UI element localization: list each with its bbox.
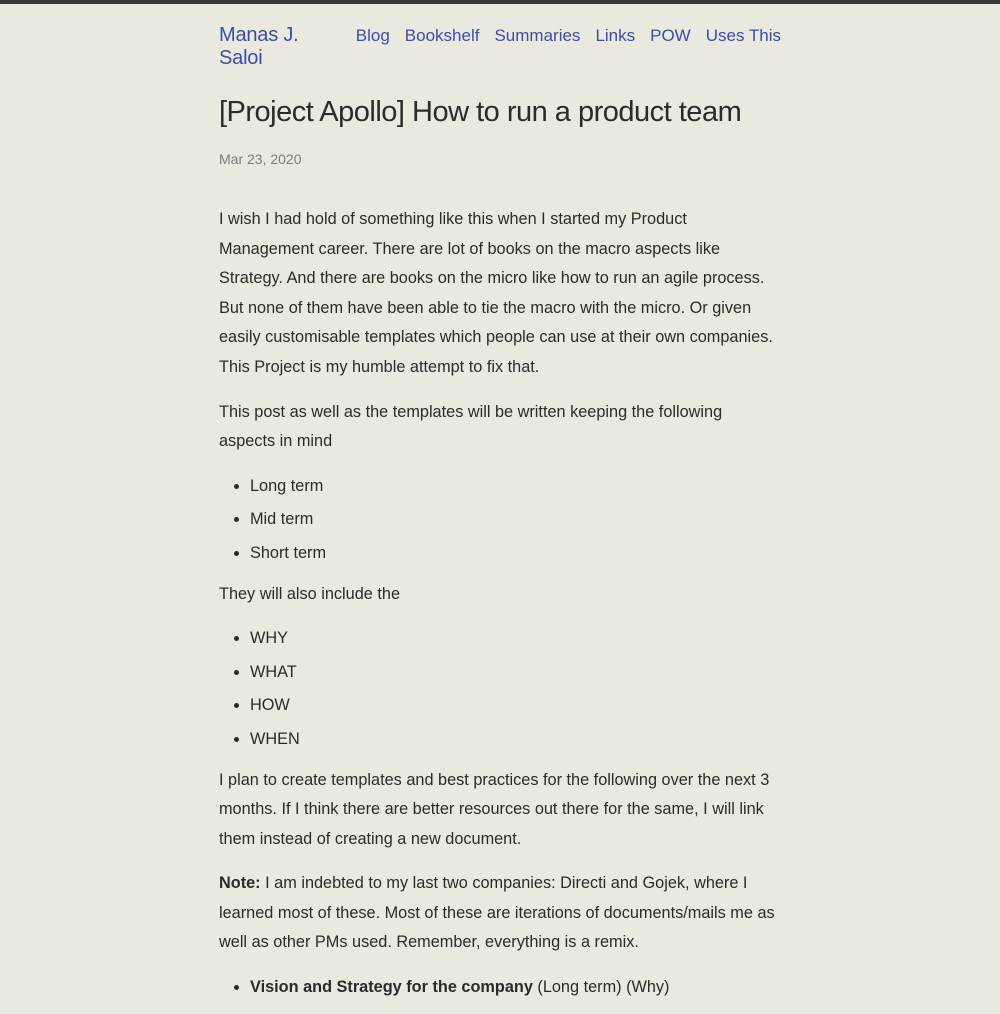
list-item: • Long term — [250, 472, 781, 502]
note-paragraph — [219, 869, 781, 958]
nav-link-uses-this[interactable]: Uses This — [705, 26, 781, 45]
include-paragraph: They will also include the — [219, 584, 400, 603]
nav-link-bookshelf[interactable]: Bookshelf — [404, 26, 480, 45]
list-item — [250, 973, 781, 1003]
nav-link-blog[interactable]: Blog — [355, 26, 390, 45]
questions-list — [219, 624, 781, 754]
templates-list — [219, 973, 781, 1003]
post-date: Mar 23, 2020 — [219, 151, 302, 167]
nav-link-pow[interactable]: POW — [650, 26, 691, 45]
aspects-paragraph: This post as well as the templates will be written keeping the following aspects in mind — [219, 402, 723, 451]
main-nav — [356, 26, 781, 46]
note-text: I am indebted to my last two companies: Directi and Gojek, where I learned most of these. Most of these are iterations of documents/mails me as well as other PMs used. Remember, everything is a remix. — [219, 874, 775, 952]
top-border — [0, 0, 1000, 4]
site-title-link[interactable]: Manas J. Saloi — [219, 24, 299, 69]
list-item-bold: Vision and Strategy for the company — [250, 978, 533, 997]
nav-link-summaries[interactable]: Summaries — [494, 26, 581, 45]
list-item-rest: (Long term) (Why) — [532, 978, 670, 997]
list-item: • WHY — [250, 624, 781, 654]
aspects-list — [219, 472, 781, 569]
post-body — [219, 205, 781, 1014]
post-title: [Project Apollo] How to run a product team — [219, 96, 742, 128]
list-item: • Mid term — [250, 505, 781, 535]
note-label: Note: — [219, 874, 261, 893]
list-item: • WHEN — [250, 725, 781, 755]
plan-paragraph: I plan to create templates and best practices for the following over the next 3 months. If I think there are better resources out there for the same, I will link them instead of creating a new document. — [219, 770, 770, 848]
list-item: • HOW — [250, 691, 781, 721]
site-header — [219, 24, 781, 69]
intro-paragraph: I wish I had hold of something like this when I started my Product Management career. There are lot of books on the macro aspects like Strategy. And there are books on the micro like how to run an agile process. But none of them have been able to tie the macro with the micro. Or given easily customisable templates which people can use at their own companies. This Project is my humble attempt to fix that. — [219, 210, 773, 376]
list-item: • Short term — [250, 539, 781, 569]
list-item: • WHAT — [250, 658, 781, 688]
nav-link-links[interactable]: Links — [595, 26, 636, 45]
